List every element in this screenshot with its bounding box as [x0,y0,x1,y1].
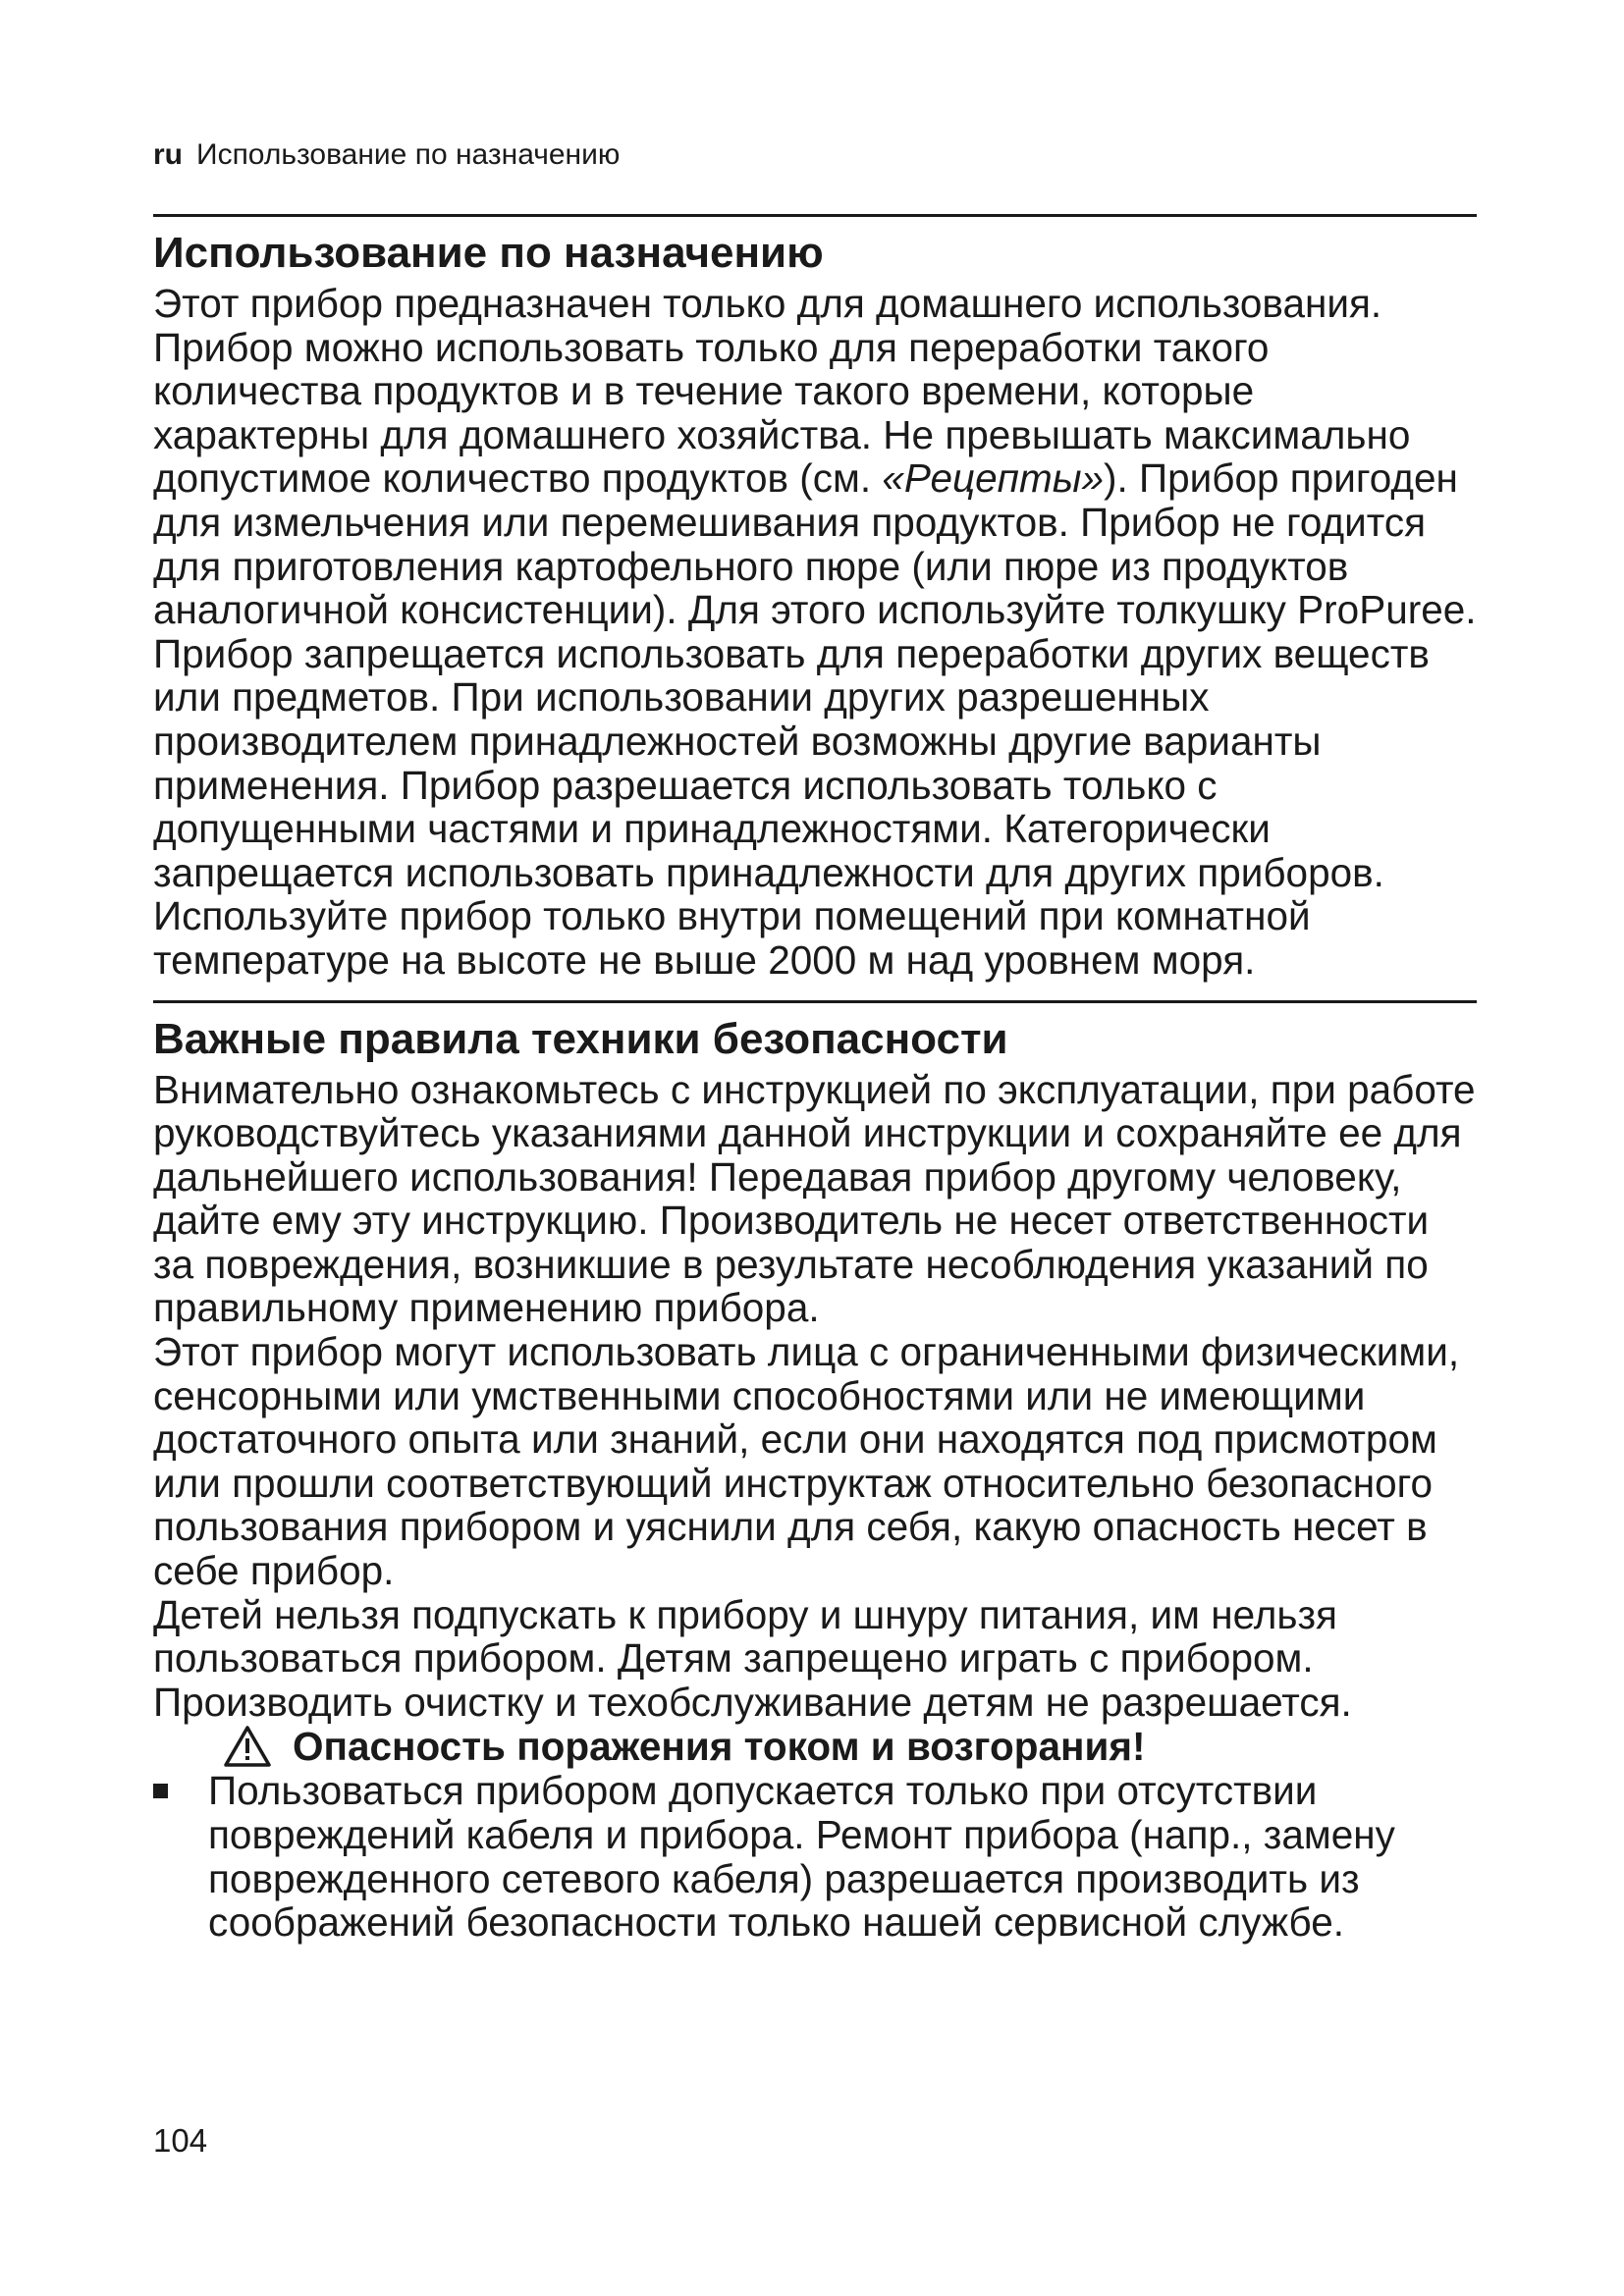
running-header-title: Использование по назначению [196,138,621,171]
section-divider [153,1000,1477,1003]
persons-paragraph: Этот прибор могут использовать лица с ограниченными физическими, сенсорными или умственными способностями или не имеющими достаточного опыта или знаний, если они находятся под присмотром или прошли соответствующий инструктаж относительно безопасного пользования прибором и уяснили для себя, какую опасность несет в себе прибор. [153,1329,1460,1594]
section-heading-safety: Важные правила техники безопасности [153,1014,1008,1063]
section-heading-intended-use: Использование по назначению [153,229,824,277]
running-header [153,137,1477,173]
safety-body [153,1068,1477,1725]
list-item-text: Пользоваться прибором допускается только при отсутствии повреждений кабеля и прибора. Ремонт прибора (напр., замену поврежденного сетевого кабеля) разрешается производить из соображений безопасности только нашей сервисной службе. [208,1768,1395,1946]
page-number: 104 [153,2122,208,2159]
recipes-reference: «Рецепты» [882,455,1105,502]
bullet-square-icon [153,1784,168,1798]
warning-heading-text: Опасность поражения током и возгорания! [293,1724,1146,1770]
children-paragraph: Детей нельзя подпускать к прибору и шнуру питания, им нельзя пользоваться прибором. Детям запрещено играть с прибором. Производить очистку и техобслуживание детям не разрешается. [153,1591,1352,1725]
paragraph-text: Этот прибор предназначен только для домашнего использования. Прибор можно использовать только для переработки такого количества продуктов и в течение такого времени, которые характерны для домашнего хозяйства. Не превышать максимально допустимое количество продуктов (см. [153,281,1411,502]
indoor-use-paragraph: Используйте прибор только внутри помещений при комнатной температуре на высоте не выше 2000 м над уровнем моря. [153,893,1311,983]
warning-heading [224,1724,1477,1769]
section-divider [153,214,1477,217]
list-item [153,1769,1477,1944]
instructions-paragraph: Внимательно ознакомьтесь с инструкцией по эксплуатации, при работе руководствуйтесь указаниями данной инструкции и сохраняйте ее для дальнейшего использования! Передавая прибор другому человеку, дайте ему эту инструкцию. Производитель не несет ответственности за повреждения, возникшие в результате несоблюдения указаний по правильному применению прибора. [153,1066,1476,1331]
intended-use-body [153,282,1477,983]
paragraph-text: ). Прибор пригоден для измельчения или перемешивания продуктов. Прибор не годится для приготовления картофельного пюре (или пюре из продуктов аналогичной консистенции). Для этого используйте толкушку ProPuree. Прибор запрещается использовать для переработки других веществ или предметов. При использовании других разрешенных производителем принадлежностей возможны другие варианты применения. Прибор разрешается использовать только с допущенными частями и принадлежностями. Категорически запрещается использовать принадлежности для других приборов. [153,455,1477,895]
warning-triangle-icon [224,1726,271,1767]
document-page [153,137,1477,1945]
intended-use-paragraph [153,282,1477,894]
language-code: ru [153,138,183,171]
